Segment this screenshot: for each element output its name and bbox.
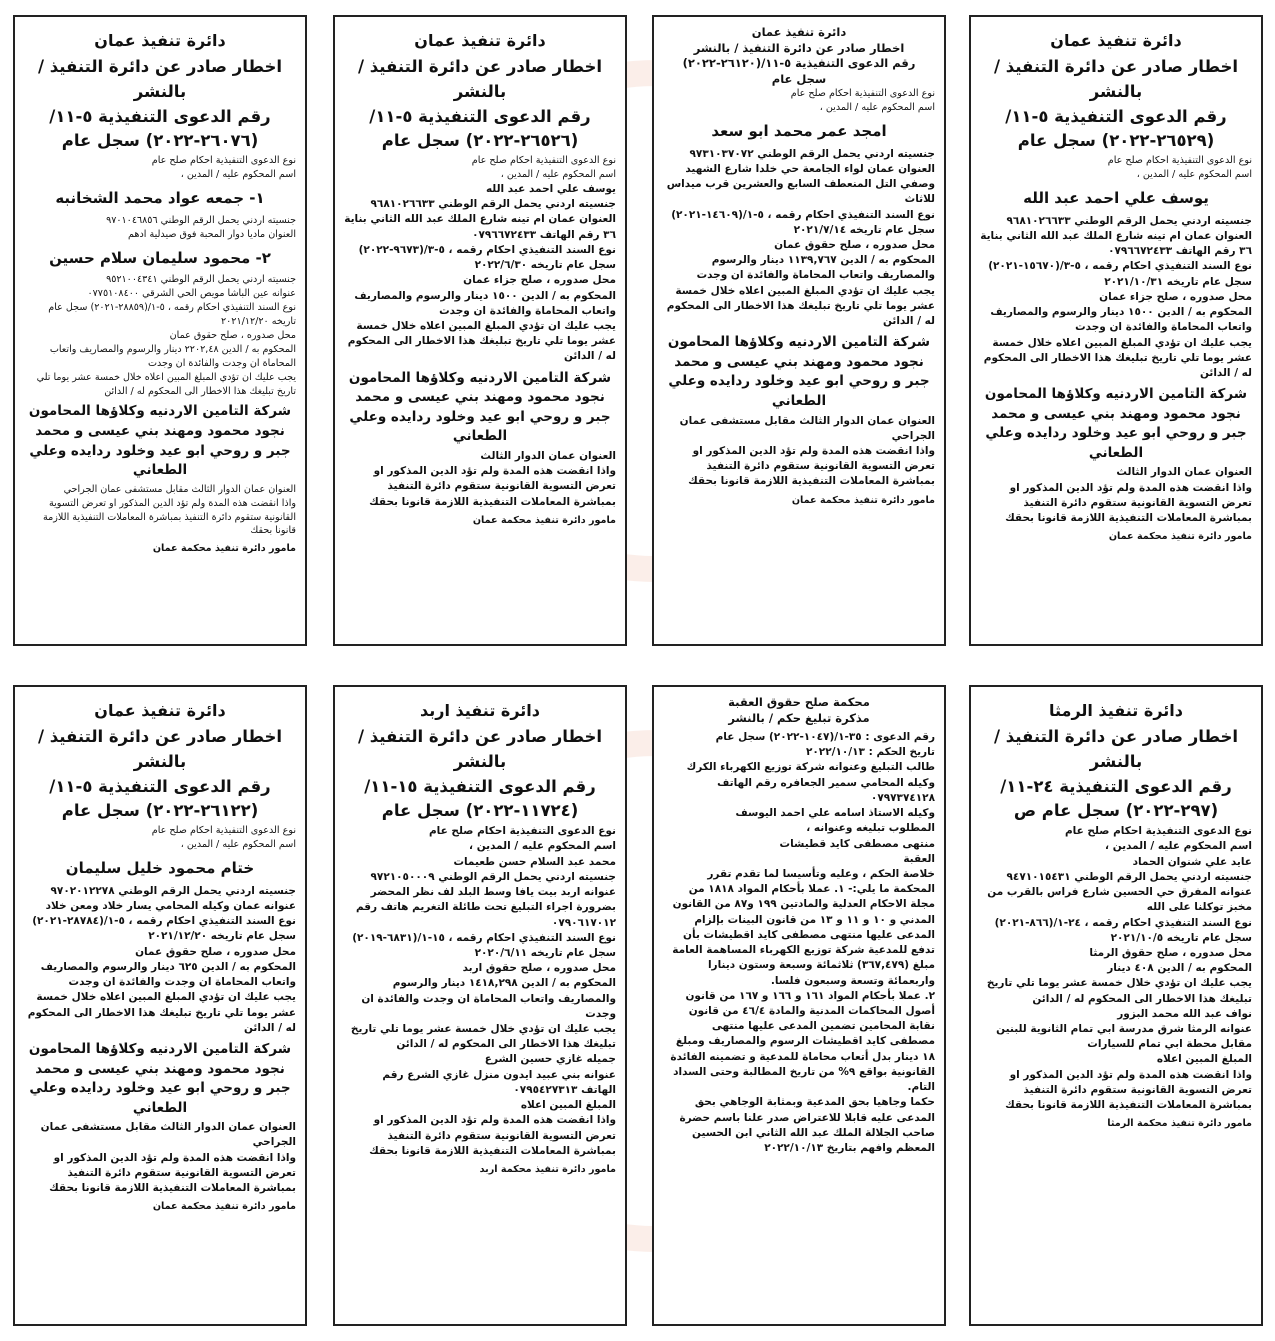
creditor-company: شركة التامين الاردنيه وكلاؤها المحامون نجود محمود ومهند بني عيسى و محمد جبر و روحي ابو عيد وخلود ردايده وعلي الطعاني <box>348 369 612 445</box>
notice-title: اخطار صادر عن دائرة التنفيذ / بالنشر <box>357 57 603 101</box>
notice-court: دائرة تنفيذ عمان <box>751 25 847 39</box>
notice-line: نوع الدعوى التنفيذية احكام صلح عام <box>151 825 296 837</box>
notice-line: المطلوب تبليغه وعنوانه ، <box>806 822 935 835</box>
notice-line: جنسيته اردني يحمل الرقم الوطني ٩٧٠١٠٤٦٨٥٦ <box>106 214 296 226</box>
notice-line: جنسيته اردني يحمل الرقم الوطني ٩٧٠٢٠١٢٢٧٨ عنوانه عمان وكيله المحامي يسار خلاد ومعن خلاد <box>45 884 296 912</box>
notice-line: العنوان ماديا دوار المحبة فوق صيدلية ادهم <box>128 228 296 240</box>
notice-footer: مامور دائرة تنفيذ محكمة عمان <box>152 543 296 555</box>
notice-line: طالب التبليغ وعنوانه شركة توزيع الكهرباء الكرك وكيله المحامي سمير الجعافره رقم الهاتف ٠٧٩٧٣٧٤١٢٨ <box>686 761 935 804</box>
notice-court: دائرة تنفيذ عمان <box>414 31 546 50</box>
notice-line: جنسيته اردني يحمل الرقم الوطني ٩٧٣١٠٣٧٠٧٢ <box>689 147 935 160</box>
notice-line: نوع الدعوى التنفيذية احكام صلح عام <box>1107 155 1252 167</box>
notice-case-line: رقم الدعوى التنفيذية ١٥-١١/ <box>364 776 596 796</box>
notice-court: دائرة تنفيذ اربد <box>419 701 540 720</box>
notice-line: اسم المحكوم عليه / المدين ، <box>1136 169 1252 181</box>
creditor-company: شركة التامين الاردنيه وكلاؤها المحامون نجود محمود ومهند بني عيسى و محمد جبر و روحي ابو عيد وخلود ردايده وعلي الطعاني <box>667 334 931 409</box>
notice-line: المحكوم به / الدين ٦٢٥ دينار والرسوم والمصاريف واتعاب المحاماة ان وجدت والفائدة ان وجدت <box>40 960 296 989</box>
notice-line: تاريخ الحكم : ٢٠٢٢/١٠/١٣ <box>805 746 935 759</box>
notice-line: يجب عليك ان تؤدي المبلغ المبين اعلاه خلال خمسة عشر يوما تلي تاريخ تبليغك هذا الاخطار الى المحكوم له / الدائن <box>347 319 616 363</box>
notice-line: واذا انقضت هذه المدة ولم تؤد الدين المذكور او تعرض التسوية القانونية ستقوم دائرة التنفيذ بمباشرة المعاملات التنفيذية اللازمة قانونا بحقك <box>369 465 616 508</box>
notice-line: المبلغ المبين اعلاه <box>1156 1053 1252 1066</box>
notice-line: نوع السند التنفيذي احكام رقمه ، ٥-٣/(٩٦٧٣-٢٠٢٢) سجل عام تاريخه ٢٠٢٢/٦/٣٠ <box>358 243 616 272</box>
notice-line: جنسيته اردني يحمل الرقم الوطني ٩٤٧١٠١٥٤٣١ عنوانه المفرق حي الحسين شارع فراس بالقرب من مخبز توكلنا على الله <box>987 870 1252 914</box>
notice-line: محل صدوره ، صلح حقوق عمان <box>135 945 296 958</box>
notice-line: محل صدوره ، صلح حقوق عمان <box>169 329 296 341</box>
notice-line: العنوان عمان الدوار الثالث <box>480 449 616 462</box>
notice-line: رقم الدعوى : ٣٥-١/(١٠٤٧-٢٠٢٢) سجل عام <box>715 731 935 744</box>
notice-line: نوع السند التنفيذي احكام رقمه ، ٥-١/(٢٨٨٥٩-٢٠٢١) سجل عام تاريخه ٢٠٢١/١٢/٢٠ <box>48 302 296 328</box>
notice-case-number: (٢٩٧-٢٠٢٢) سجل عام ص <box>1013 801 1219 821</box>
notice-title: مذكرة تبليغ حكم / بالنشر <box>728 710 870 725</box>
notice-line: يجب عليك ان تؤدي المبلغ المبين اعلاه خلال خمسة عشر يوما تلي تاريخ تبليغك هذا الاخطار الى المحكوم له / الدائن <box>666 284 935 328</box>
debtor-name: يوسف علي احمد عبد الله <box>485 183 616 195</box>
judgment-closing: حكما وجاهيا بحق المدعية وبمثابة الوجاهي بحق المدعى عليه قابلا للاعتراض صدر علنا باسم حضرة صاحب الجلالة الملك عبد الله الثاني ابن الحسين المعظم وافهم بتاريخ ٢٠٢٢/١٠/١٣ <box>679 1096 935 1154</box>
debtor-name: منتهى مصطفى كايد قطيشات <box>779 837 935 850</box>
notice-line: العنوان عمان الدوار الثالث مقابل مستشفى عمان الجراحي <box>40 1121 296 1149</box>
debtor-name: ١- جمعه عواد محمد الشخانبه <box>55 189 265 207</box>
notice-line: اسم المحكوم عليه / المدين ، <box>500 169 616 181</box>
notice-ramtha-297 <box>969 685 1263 1326</box>
notice-case-number: سجل عام <box>771 71 827 86</box>
creditor-company: شركة التامين الاردنيه وكلاؤها المحامون نجود محمود ومهند بني عيسى و محمد جبر و روحي ابو عيد وخلود ردايده وعلي الطعاني <box>984 386 1248 461</box>
notice-amman-26120 <box>652 15 946 646</box>
notice-line: واذا انقضت هذه المدة ولم تؤد الدين المذكور او تعرض التسوية القانونية ستقوم دائرة التنفيذ بمباشرة المعاملات التنفيذية اللازمة قانونا بحقك <box>43 497 296 537</box>
notice-title: اخطار صادر عن دائرة التنفيذ / بالنشر <box>993 727 1239 771</box>
notice-line: جنسيته اردني يحمل الرقم الوطني ٩٧٢١٠٥٠٠٠٩ عنوانه اربد بيت يافا وسط البلد لف نظر المحضر بضرورة اجراء التبليغ تحت طائلة التغريم هاتف رقم ٠٧٩٠٦١٧٠١٢ <box>355 870 616 929</box>
notice-footer: مامور دائرة تنفيذ محكمة عمان <box>472 514 616 526</box>
notice-aqaba-judgment <box>652 685 946 1326</box>
notice-court: دائرة تنفيذ عمان <box>94 31 226 50</box>
notice-case-line: رقم الدعوى التنفيذية ٥-١١/(٢٦١٢٠-٢٠٢٢) <box>682 56 916 71</box>
notice-line: العنوان عمان ام تينه شارع الملك عبد الله الثاني بناية ٣٦ رقم الهاتف ٠٧٩٦٦٧٢٤٣٣ <box>980 229 1252 258</box>
notice-court: محكمة صلح حقوق العقبة <box>728 695 870 709</box>
notice-footer: مامور دائرة تنفيذ محكمة عمان <box>791 494 935 506</box>
creditor-name: جميله غازي حسين الشرع <box>484 1053 616 1066</box>
notice-footer: مامور دائرة تنفيذ محكمة عمان <box>1108 531 1252 543</box>
notice-line: نوع الدعوى التنفيذية احكام صلح عام <box>1064 825 1252 838</box>
notice-line: يجب عليك ان تؤدي خلال خمسة عشر يوما تلي تاريخ تبليغك هذا الاخطار الى المحكوم له / الدائن <box>986 977 1252 1005</box>
notice-case-number: (٢٦٥٢٦-٢٠٢٢) سجل عام <box>381 131 579 151</box>
notice-line: محل صدوره ، صلح جزاء عمان <box>1099 290 1252 303</box>
notice-line: واذا انقضت هذه المدة ولم تؤد الدين المذكور او تعرض التسوية القانونية ستقوم دائرة التنفيذ بمباشرة المعاملات التنفيذية اللازمة قانونا بحقك <box>1005 1068 1252 1112</box>
notice-line: نوع السند التنفيذي احكام رقمه ، ٥-١/(٢٨٧٨٤-٢٠٢١) سجل عام تاريخه ٢٠٢١/١٢/٢٠ <box>32 915 296 943</box>
notice-case-line: رقم الدعوى التنفيذية ٥-١١/ <box>1005 106 1227 126</box>
debtor-name: عايد علي شنوان الحماد <box>1132 855 1252 868</box>
debtor-name-2: ٢- محمود سليمان سلام حسين <box>49 248 271 267</box>
notice-irbid-11724 <box>333 685 627 1326</box>
notice-line: اسم المحكوم عليه / المدين ، <box>469 840 616 853</box>
notice-title: اخطار صادر عن دائرة التنفيذ / بالنشر <box>993 57 1239 101</box>
notice-line: عنوانه بني عبيد ايدون منزل غازي الشرع رقم الهاتف ٠٧٩٥٤٢٧٣١٣ <box>382 1068 616 1096</box>
notice-title: اخطار صادر عن دائرة التنفيذ / بالنشر <box>357 727 603 771</box>
notice-case-number: (٢٦٠٧٦-٢٠٢٢) سجل عام <box>61 131 259 151</box>
notice-line: العنوان عمان الدوار الثالث مقابل مستشفى عمان الجراحي <box>679 414 935 442</box>
notice-line: نوع الدعوى التنفيذية احكام صلح عام <box>428 825 616 838</box>
notice-case-line: رقم الدعوى التنفيذية ٥-١١/ <box>49 776 271 796</box>
notice-line: محل صدوره ، صلح جزاء عمان <box>463 274 616 287</box>
notice-line: واذا انقضت هذه المدة ولم تؤد الدين المذكور او تعرض التسوية القانونية ستقوم دائرة التنفيذ بمباشرة المعاملات التنفيذية اللازمة قانونا بحقك <box>1005 481 1252 525</box>
notice-line: المحكوم به / الدين ١١٣٩,٧٦٧ دينار والرسوم والمصاريف واتعاب المحاماة والفائدة ان وجدت <box>696 254 935 282</box>
notice-line: يجب عليك ان تؤدي المبلغ المبين اعلاه خلال خمسة عشر يوما تلي تاريخ تبليغك هذا الاخطار الى المحكوم له / الدائن <box>983 336 1252 379</box>
notice-line: عنوانه عين الباشا مويص الحي الشرقي ٠٧٧٥١٠٨٤٠٠ <box>87 288 296 300</box>
notice-line: المحكوم به / الدين ٢٢٠٢,٤٨ دينار والرسوم والمصاريف واتعاب المحاماة ان وجدت والفائدة ان وجدت <box>49 343 296 369</box>
notice-line: اسم المحكوم عليه / المدين ، <box>819 101 935 113</box>
notice-line: نوع السند التنفيذي احكام رقمه ، ٥-٣/(١٥٦٧٠-٢٠٢١) سجل عام تاريخه ٢٠٢١/١٠/٣١ <box>988 260 1252 288</box>
notice-line: واذا انقضت هذه المدة ولم تؤد الدين المذكور او تعرض التسوية القانونية ستقوم دائرة التنفيذ بمباشرة المعاملات التنفيذية اللازمة قانونا بحقك <box>49 1151 296 1195</box>
notice-line: نوع الدعوى التنفيذية احكام صلح عام <box>790 88 935 100</box>
notice-court: دائرة تنفيذ عمان <box>1050 31 1182 50</box>
notice-line: يجب عليك ان تؤدي خلال خمسة عشر يوما تلي تاريخ تبليغك هذا الاخطار الى المحكوم له / الدائن <box>350 1023 616 1051</box>
notice-line: جنسيته اردني يحمل الرقم الوطني ٩٥٢١٠٠٤٣٤١ <box>106 274 296 286</box>
notice-title: اخطار صادر عن دائرة التنفيذ / بالنشر <box>693 40 905 55</box>
notice-case-line: رقم الدعوى التنفيذية ٥-١١/ <box>49 106 271 126</box>
notice-line: العنوان عمان لواء الجامعة حي خلدا شارع الشهيد وصفي التل المنعطف السابع والعشرين قرب ميداس للاثاث <box>666 162 935 206</box>
notice-case-number: (٢٦٥٢٩-٢٠٢٢) سجل عام <box>1017 131 1215 151</box>
debtor-name: محمد عبد السلام حسن طعيمات <box>453 855 616 868</box>
notice-line: نوع السند التنفيذي احكام رقمه ، ٥-١/(١٤٦٠٩-٢٠٢١) سجل عام تاريخه ٢٠٢١/٧/١٤ <box>671 208 935 236</box>
notice-title: اخطار صادر عن دائرة التنفيذ / بالنشر <box>37 57 283 101</box>
notice-line: العقبة <box>903 852 935 865</box>
notice-amman-26526 <box>333 15 627 646</box>
notice-line: وكيله الاستاذ اسامه علي احمد اليوسف <box>735 807 935 820</box>
notice-line: محل صدوره ، صلح حقوق الرمثا <box>1089 946 1252 959</box>
notice-line: المحكوم به / الدين ٤٠٨ دينار <box>1107 962 1252 975</box>
notice-line: اسم المحكوم عليه / المدين ، <box>1105 840 1252 853</box>
notice-amman-26076 <box>13 15 307 646</box>
notice-line: عنوانه الرمثا شرق مدرسة ابي تمام الثانوية للبنين مقابل محطة ابي تمام للسيارات <box>996 1023 1252 1051</box>
notice-amman-26529 <box>969 15 1263 646</box>
notice-line: العنوان عمان ام تينه شارع الملك عبد الله الثاني بناية ٣٦ رقم الهاتف ٠٧٩٦٦٧٢٤٣٣ <box>344 213 616 241</box>
notice-line: جنسيته اردني يحمل الرقم الوطني ٩٦٨١٠٢٦٦٣٣ <box>370 198 616 211</box>
notice-line: المبلغ المبين اعلاه <box>520 1099 616 1112</box>
notice-line: واذا انقضت هذه المدة ولم تؤد الدين المذكور او تعرض التسوية القانونية ستقوم دائرة التنفيذ بمباشرة المعاملات التنفيذية اللازمة قانونا بحقك <box>688 444 935 488</box>
notice-line: العنوان عمان الدوار الثالث مقابل مستشفى عمان الجراحي <box>63 483 296 495</box>
notice-line: العنوان عمان الدوار الثالث <box>1116 466 1252 479</box>
notice-line: يجب عليك ان تؤدي المبلغ المبين اعلاه خلال خمسة عشر يوما تلي تاريخ تبليغك هذا الاخطار الى المحكوم له / الدائن <box>27 991 296 1034</box>
notice-line: نوع الدعوى التنفيذية احكام صلح عام <box>151 155 296 167</box>
notice-line: واذا انقضت هذه المدة ولم تؤد الدين المذكور او تعرض التسوية القانونية ستقوم دائرة التنفيذ بمباشرة المعاملات التنفيذية اللازمة قانونا بحقك <box>369 1114 616 1157</box>
debtor-name: ختام محمود خليل سليمان <box>65 859 255 877</box>
notice-title: اخطار صادر عن دائرة التنفيذ / بالنشر <box>37 727 283 771</box>
notice-amman-26122 <box>13 685 307 1326</box>
notice-court: دائرة تنفيذ عمان <box>94 701 226 720</box>
notice-line: محل صدوره ، صلح حقوق عمان <box>774 238 935 251</box>
notice-case-line: رقم الدعوى التنفيذية ٥-١١/ <box>369 106 591 126</box>
notice-line: المحكوم به / الدين ١٤١٨,٢٩٨ دينار والرسوم والمصاريف واتعاب المحاماة ان وجدت والفائدة ان وجدت <box>361 977 616 1020</box>
notice-line: المحكوم به / الدين ١٥٠٠ دينار والرسوم والمصاريف واتعاب المحاماة والفائدة ان وجدت <box>990 306 1252 334</box>
notice-line: جنسيته اردني يحمل الرقم الوطني ٩٦٨١٠٢٦٦٣٣ <box>1006 214 1252 227</box>
notice-line: محل صدوره ، صلح حقوق اربد <box>462 962 616 975</box>
notice-case-line: رقم الدعوى التنفيذية ٢٤-١١/ <box>1000 776 1232 796</box>
notice-line: نوع السند التنفيذي احكام رقمه ، ٢٤-١/(٨٦٦-٢٠٢١) سجل عام تاريخه ٢٠٢١/١٠/٥ <box>994 916 1252 944</box>
judgment-item-2: ٢. عملا بأحكام المواد ١٦١ و ١٦٦ و ١٦٧ من قانون أصول المحاكمات المدنية والمادة ٤٦/٤ من قانون نقابة المحامين تضمين المدعى عليها منتهى مصطفى كايد اقطيشات الرسوم والمصاريف ومبلغ ١٨ دينار بدل أتعاب محاماة للمدعية و تضمينه الفائدة القانونية بواقع ٩% من تاريخ المطالبة وحتى السداد التام. <box>670 989 935 1094</box>
notice-line: نوع السند التنفيذي احكام رقمه ، ١٥-١/(٦٨٣١-٢٠١٩) سجل عام تاريخه ٢٠٢٠/٦/١١ <box>352 931 616 959</box>
notice-case-number: (٢٦١٢٢-٢٠٢٢) سجل عام <box>61 801 259 821</box>
notice-line: نوع الدعوى التنفيذية احكام صلح عام <box>471 155 616 167</box>
debtor-name: يوسف علي احمد عبد الله <box>1023 189 1209 207</box>
creditor-name: نواف عبد الله محمد البزور <box>1117 1007 1252 1020</box>
debtor-name: امجد عمر محمد ابو سعد <box>711 121 887 140</box>
notice-footer: مامور دائرة تنفيذ محكمة الرمثا <box>1107 1118 1252 1130</box>
creditor-company: شركة التامين الاردنيه وكلاؤها المحامون نجود محمود ومهند بني عيسى و محمد جبر و روحي ابو عيد وخلود ردايده وعلي الطعاني <box>28 403 292 479</box>
notice-line: يجب عليك ان تؤدي المبلغ المبين اعلاه خلال خمسة عشر يوما تلي تاريخ تبليغك هذا الاخطار الى المحكوم له / الدائن <box>36 371 296 397</box>
notice-line: المحكوم به / الدين ١٥٠٠ دينار والرسوم والمصاريف واتعاب المحاماة والفائدة ان وجدت <box>354 289 616 317</box>
creditor-company: شركة التامين الاردنيه وكلاؤها المحامون نجود محمود ومهند بني عيسى و محمد جبر و روحي ابو عيد وخلود ردايده وعلي الطعاني <box>28 1040 292 1116</box>
judgment-summary: خلاصة الحكم ، وعليه وتأسيسا لما تقدم تقرر المحكمة ما يلي:- ١. عملا بأحكام المواد ١٨١٨ من مجلة الاحكام العدلية والمادتين ١٩٩ و٨٧ من القانون المدني و ١٠ و ١١ و ١٣ من قانون البينات بإلزام المدعى عليها منتهى مصطفى كايد اقطيشات بأن تدفع للمدعية شركة توزيع الكهرباء المساهمة العامة مبلغ (٣٦٧,٤٧٩) ثلاثمائة وسبعة وستون دينارا واربعمائة وتسعة وسبعون فلسا. <box>672 868 935 987</box>
notice-footer: مامور دائرة تنفيذ محكمة اربد <box>479 1164 616 1175</box>
notice-footer: مامور دائرة تنفيذ محكمة عمان <box>152 1201 296 1213</box>
notice-line: اسم المحكوم عليه / المدين ، <box>180 169 296 181</box>
notice-court: دائرة تنفيذ الرمثا <box>1049 701 1183 720</box>
notice-case-number: (١١٧٢٤-٢٠٢٢) سجل عام <box>381 801 579 821</box>
notice-line: اسم المحكوم عليه / المدين ، <box>180 839 296 851</box>
